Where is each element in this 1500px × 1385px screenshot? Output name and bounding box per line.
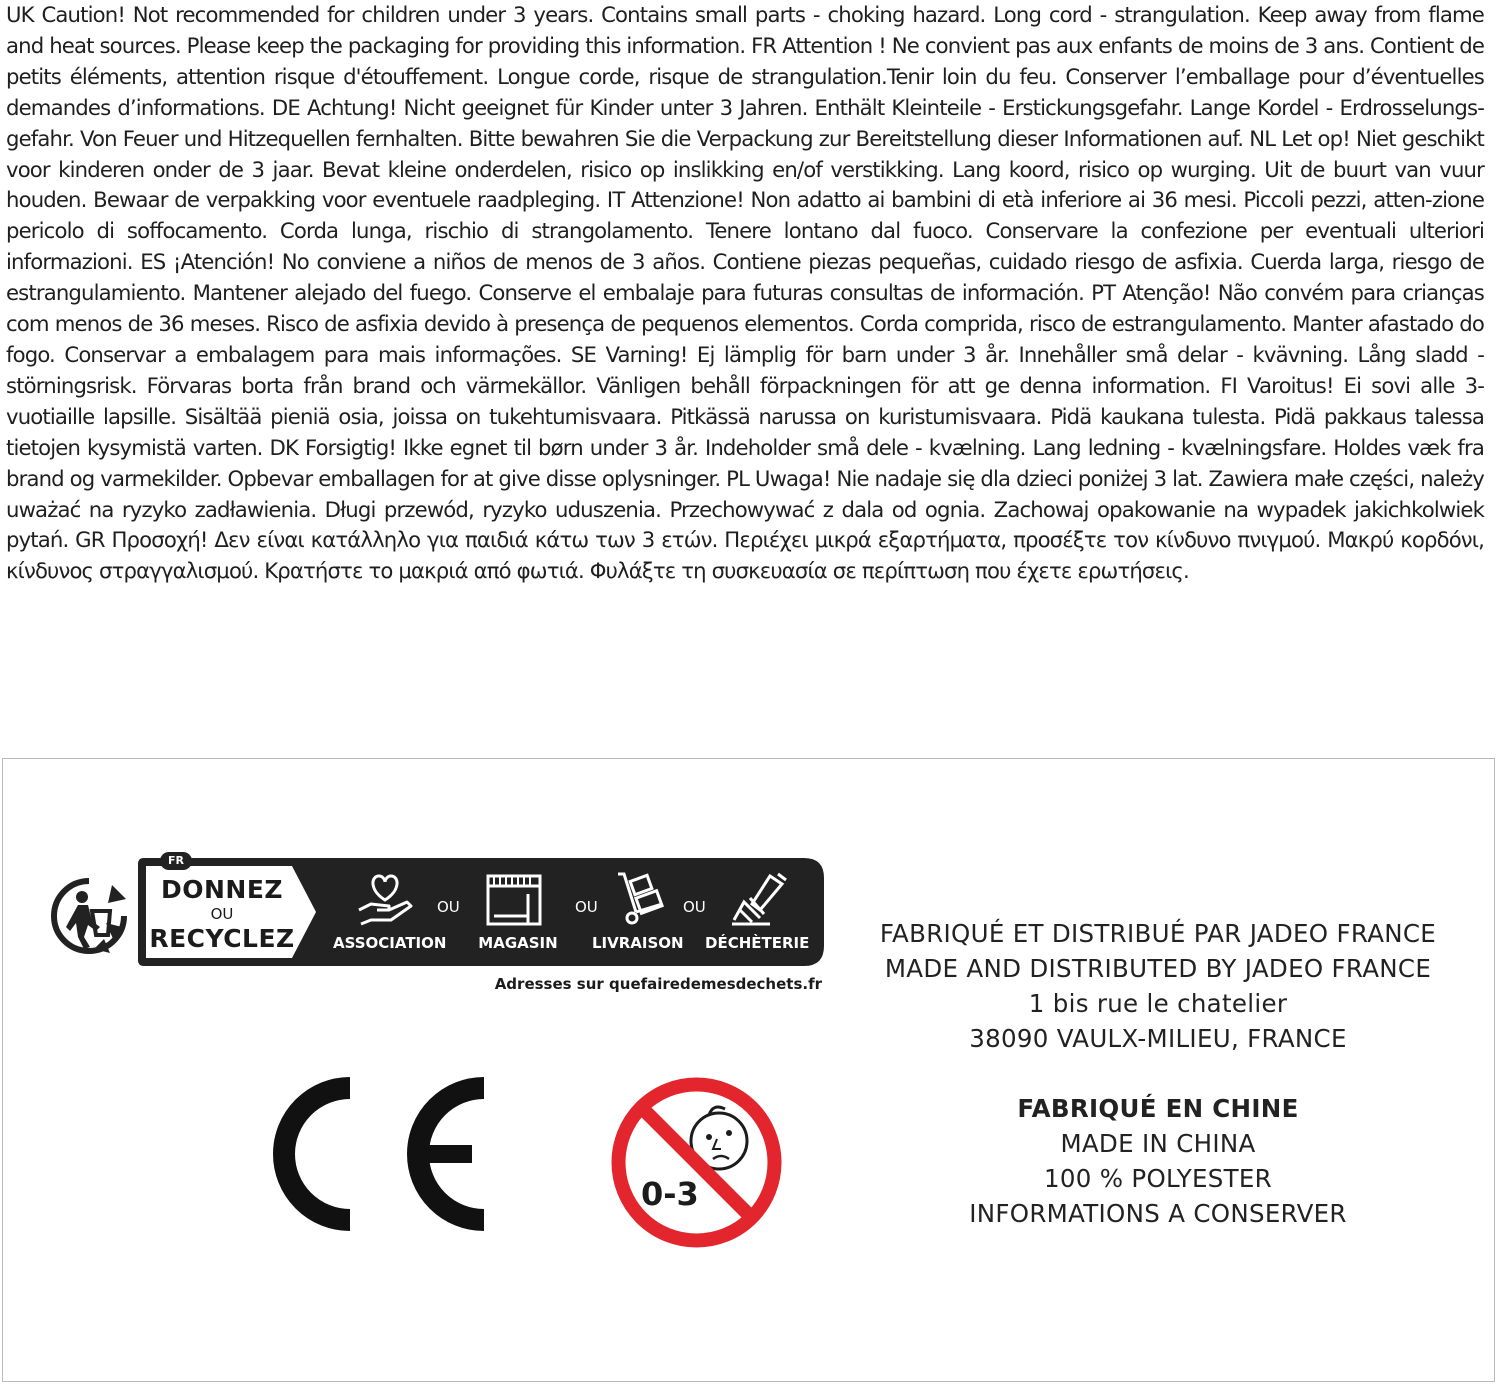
recycling-center-icon — [730, 870, 790, 926]
triman-recycle-icon — [48, 875, 130, 957]
origin-line-en: MADE IN CHINA — [1060, 1129, 1256, 1158]
keep-information-note: INFORMATIONS A CONSERVER — [969, 1199, 1347, 1228]
ce-mark-icon — [262, 1074, 486, 1234]
ou-label: OU — [210, 905, 234, 923]
recycling-url-text: Adresses sur quefairedemesdechets.fr — [494, 975, 822, 993]
origin-line-fr: FABRIQUÉ EN CHINE — [1017, 1094, 1299, 1123]
ou-separator: OU — [575, 898, 598, 916]
manufacturer-line-en: MADE AND DISTRIBUTED BY JADEO FRANCE — [884, 954, 1432, 983]
ou-separator: OU — [683, 898, 706, 916]
manufacturer-street: 1 bis rue le chatelier — [1028, 989, 1288, 1018]
hand-heart-icon — [355, 870, 415, 926]
hand-truck-icon — [612, 870, 672, 926]
shop-icon — [484, 870, 544, 926]
donnez-label: DONNEZ — [160, 875, 284, 904]
country-tag: FR — [160, 852, 192, 870]
manufacturer-line-fr: FABRIQUÉ ET DISTRIBUÉ PAR JADEO FRANCE — [879, 919, 1437, 948]
safety-warning-text: UK Caution! Not recommended for children under 3 years. Contains small parts - choking hazard. Long cord - strangulation. Keep away from flame and heat sources. Please keep the packaging for providing this information. FR Attention ! Ne convient pas aux enfants de moins de 3 ans. Contient de petits éléments, attention risque d'étouffement. Longue corde, risque de strangulation.Tenir loin du feu. Conserver l’emballage pour d’éventuelles demandes d’informations. DE Achtung! Nicht geeignet für Kinder unter 3 Jahren. Enthält Kleinteile - Erstickungsgefahr. Lange Kordel - Erdrosselungs-gefahr. Von Feuer und Hitzequellen fernhalten. Bitte bewahren Sie die Verpackung zur Bereitstellung dieser Informationen auf. NL Let op! Niet geschikt voor kinderen onder de 3 jaar. Bevat kleine onderdelen, risico op inslikking en/of verstikking. Lang koord, risico op wurging. Uit de buurt van vuur houden. Bewaar de verpakking voor eventuele raadpleging. IT Attenzione! Non adatto ai bambini di età inferiore ai 36 mesi. Piccoli pezzi, atten-zione pericolo di soffocamento. Corda lunga, rischio di strangolamento. Tenere lontano dal fuoco. Conservare la confezione per eventuali ulteriori informazioni. ES ¡Atención! No conviene a niños de menos de 3 años. Contiene piezas pequeñas, cuidado riesgo de asfixia. Cuerda larga, riesgo de estrangulamiento. Mantener alejado del fuego. Conserve el embalaje para futuras consultas de información. PT Atenção! Não convém para crianças com menos de 36 meses. Risco de asfixia devido à presença de pequenos elementos. Corda comprida, risco de estrangulamento. Manter afastado do fogo. Conservar a embalagem para mais informações. SE Varning! Ej lämplig för barn under 3 år. Innehåller små delar - kvävning. Lång sladd - störningsrisk. Förvaras borta från brand och värmekällor. Vänligen behåll förpackningen för att ge denna information. FI Varoitus! Ei sovi alle 3-vuotiaille lapsille. Sisältää pieniä osia, joissa on tukehtumisvaara. Pitkässä narussa on kuristumisvaara. Pidä kaukana tulesta. Pidä pakkaus talessa tietojen kysymistä varten. DK Forsigtig! Ikke egnet til børn under 3 år. Indeholder små dele - kvælning. Lang ledning - kvælningsfare. Holdes væk fra brand og varmekilder. Opbevar emballagen for at give disse oplysninger. PL Uwaga! Nie nadaje się dla dzieci poniżej 3 lat. Zawiera małe części, należy uważać na ryzyko zadławienia. Długi przewód, ryzyko uduszenia. Przechowywać z dala od ognia. Zachowaj opakowanie na wypadek jakichkolwiek pytań. GR Προσοχή! Δεν είναι κατάλληλο για παιδιά κάτω των 3 ετών. Περιέχει μικρά εξαρτήματα, προσέξτε τον κίνδυνο πνιγμού. Μακρύ κορδόνι, κίνδυνος στραγγαλισμού. Κρατήστε το μακριά από φωτιά. Φυλάξτε τη συσκευασία σε περίπτωση που έχετε ερωτήσεις. — [6, 2, 1484, 584]
option-decheterie-label: DÉCHÈTERIE — [705, 934, 810, 952]
age-range-label: 0-3 — [641, 1175, 699, 1213]
option-livraison-label: LIVRAISON — [592, 934, 684, 952]
manufacturer-city: 38090 VAULX-MILIEU, FRANCE — [969, 1024, 1347, 1053]
manufacturer-info — [868, 916, 1448, 1056]
recyclez-label: RECYCLEZ — [149, 924, 295, 953]
material-composition: 100 % POLYESTER — [1043, 1164, 1273, 1193]
product-label-panel — [2, 758, 1495, 1382]
option-magasin-label: MAGASIN — [478, 934, 558, 952]
no-children-under-3-icon — [609, 1075, 784, 1250]
ou-separator: OU — [437, 898, 460, 916]
option-association-label: ASSOCIATION — [333, 934, 447, 952]
origin-info — [868, 1091, 1448, 1231]
